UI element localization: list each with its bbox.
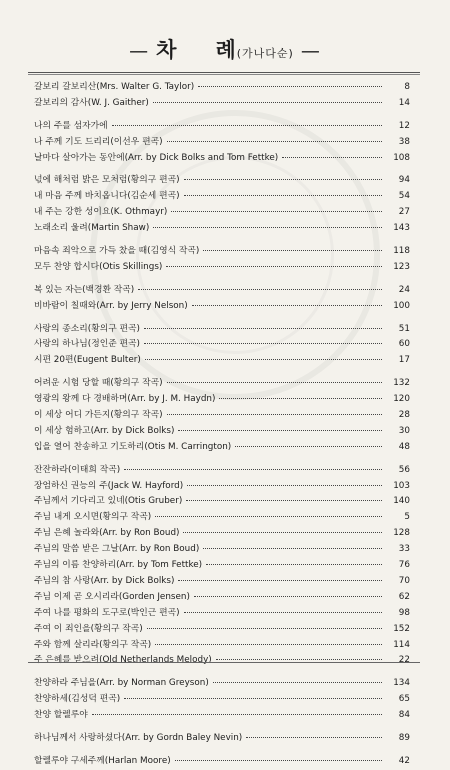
- entry-title: 나 주께 기도 드리리(이선우 편곡): [34, 136, 163, 147]
- entry-title: 나의 주를 섬자가에: [34, 120, 108, 131]
- toc-entry: [34, 299, 410, 315]
- entry-title: 찬양하라 주님을(Arr. by Norman Greyson): [34, 678, 209, 689]
- entry-page-number: 12: [398, 120, 410, 131]
- dot-leader: [183, 532, 382, 533]
- entry-title: 마음속 죄악으로 가득 찼을 때(김영식 작곡): [34, 246, 200, 257]
- dot-leader: [144, 328, 382, 329]
- entry-page-number: 14: [398, 97, 410, 108]
- entry-page-number: 84: [398, 710, 410, 721]
- entry-title: 갈보리의 감사(W. J. Gaither): [34, 97, 149, 108]
- entry-title: 주님의 이름 찬양하리(Arr. by Tom Fettke): [34, 560, 203, 571]
- entry-title: 잔잔하라(이태희 작곡): [34, 464, 121, 475]
- entry-page-number: 54: [398, 191, 410, 202]
- toc-entry: [34, 408, 410, 424]
- entry-page-number: 17: [398, 355, 410, 366]
- entry-page-number: 27: [398, 207, 410, 218]
- title-char-1: 차: [156, 38, 178, 62]
- entry-page-number: 98: [398, 607, 410, 618]
- toc-entry: [34, 590, 410, 606]
- entry-title: 시편 20편(Eugent Bulter): [34, 355, 141, 366]
- entry-title: 주님께서 기다리고 있네(Otis Gruber): [34, 496, 183, 507]
- toc-entry: [34, 542, 410, 558]
- top-divider-inner: [28, 74, 420, 75]
- entry-group: [34, 676, 410, 724]
- entry-group: [34, 731, 410, 747]
- toc-entry: [34, 337, 410, 353]
- entry-group: [34, 463, 410, 670]
- toc-entry: [34, 96, 410, 112]
- toc-entry: [34, 558, 410, 574]
- entry-group: [34, 119, 410, 167]
- entry-title: 이 세상 험하고(Arr. by Dick Bolks): [34, 425, 175, 436]
- entry-group: [34, 80, 410, 112]
- entry-title: 찬양하세(김성덕 편곡): [34, 694, 121, 705]
- toc-entry: [34, 151, 410, 167]
- toc-entry: [34, 244, 410, 260]
- dot-leader: [171, 211, 382, 212]
- dot-leader: [184, 612, 382, 613]
- toc-entry: [34, 260, 410, 276]
- entry-title: 하나님께서 사랑하셨다(Arr. by Gordn Baley Nevin): [34, 732, 243, 743]
- entry-page-number: 70: [398, 575, 410, 586]
- dot-leader: [92, 714, 382, 715]
- toc-entry: [34, 322, 410, 338]
- dot-leader: [145, 359, 382, 360]
- toc-entry: [34, 731, 410, 747]
- entry-title: 내 마음 주께 바치옵니다(김순세 편곡): [34, 191, 180, 202]
- toc-entry: [34, 494, 410, 510]
- entry-group: [34, 283, 410, 315]
- dot-leader: [178, 580, 382, 581]
- entry-group: [34, 376, 410, 455]
- entry-title: 주님 이제 곧 오시리라(Gorden Jensen): [34, 591, 190, 602]
- entry-page-number: 108: [393, 152, 410, 163]
- entry-title: 갈보리 갈보리산(Mrs. Walter G. Taylor): [34, 82, 195, 92]
- title-char-2: 례: [215, 38, 237, 62]
- entry-title: 장엄하신 권능의 주(Jack W. Hayford): [34, 480, 184, 491]
- entry-page-number: 94: [398, 175, 410, 186]
- dot-leader: [166, 266, 382, 267]
- entry-title: 주님의 참 사랑(Arr. by Dick Bolks): [34, 575, 175, 586]
- dot-leader: [175, 760, 382, 761]
- entry-page-number: 38: [398, 136, 410, 147]
- title-subtitle: (가나다순): [236, 47, 294, 60]
- dot-leader: [206, 564, 382, 565]
- dot-leader: [194, 596, 382, 597]
- entry-title: 주님 내게 오시면(황의구 작곡): [34, 512, 152, 523]
- entry-page-number: 30: [398, 425, 410, 436]
- entry-title: 날마다 살아가는 동안에(Arr. by Dick Bolks and Tom Fettke): [34, 152, 279, 163]
- toc-entry: [34, 526, 410, 542]
- dot-leader: [186, 500, 382, 501]
- dot-leader: [155, 644, 382, 645]
- dot-leader: [184, 195, 382, 196]
- entry-page-number: 8: [404, 82, 410, 92]
- entry-page-number: 152: [393, 623, 410, 634]
- entry-title: 주여 이 죄인을(황의구 작곡): [34, 623, 143, 634]
- entry-page-number: 42: [398, 755, 410, 766]
- toc-entry: [34, 606, 410, 622]
- dot-leader: [198, 86, 382, 87]
- dot-leader: [112, 125, 382, 126]
- bottom-divider: [28, 662, 420, 663]
- dot-leader: [124, 698, 382, 699]
- dot-leader: [282, 157, 382, 158]
- entry-title: 입을 열어 찬송하고 기도하리(Otis M. Carrington): [34, 441, 232, 452]
- entry-page-number: 56: [398, 464, 410, 475]
- dot-leader: [203, 548, 382, 549]
- toc-entry: [34, 119, 410, 135]
- entry-group: [34, 173, 410, 237]
- toc-entry: [34, 424, 410, 440]
- dot-leader: [246, 737, 382, 738]
- entry-page-number: 123: [393, 261, 410, 272]
- entry-title: 모두 찬양 합시다(Otis Skillings): [34, 261, 163, 272]
- dot-leader: [178, 430, 382, 431]
- entry-page-number: 103: [393, 480, 410, 491]
- entry-title: 주님의 말씀 받은 그날(Arr. by Ron Boud): [34, 544, 200, 555]
- toc-entry: [34, 574, 410, 590]
- toc-entry: [34, 189, 410, 205]
- entry-page-number: 28: [398, 410, 410, 421]
- toc-entry: [34, 692, 410, 708]
- entry-page-number: 22: [398, 655, 410, 666]
- dot-leader: [124, 469, 382, 470]
- entry-page-number: 114: [393, 639, 410, 650]
- entry-page-number: 62: [398, 591, 410, 602]
- dot-leader: [235, 446, 382, 447]
- entry-page-number: 65: [398, 694, 410, 705]
- toc-entry: [34, 283, 410, 299]
- entry-title: 노래소리 울려(Martin Shaw): [34, 223, 150, 234]
- dot-leader: [138, 289, 382, 290]
- toc-entry: [34, 135, 410, 151]
- toc-entry: [34, 638, 410, 654]
- dot-leader: [213, 682, 382, 683]
- entry-page-number: 51: [398, 323, 410, 334]
- dot-leader: [167, 414, 382, 415]
- toc-entry: [34, 676, 410, 692]
- toc-entry: [34, 440, 410, 456]
- entry-page-number: 60: [398, 339, 410, 350]
- toc-entry: [34, 392, 410, 408]
- toc-entry: [34, 479, 410, 495]
- toc-entry: [34, 353, 410, 369]
- entry-page-number: 100: [393, 300, 410, 311]
- entry-page-number: 143: [393, 223, 410, 234]
- entry-title: 비바람이 칠때와(Arr. by Jerry Nelson): [34, 300, 188, 311]
- toc-entry: [34, 376, 410, 392]
- dot-leader: [167, 141, 382, 142]
- entry-page-number: 134: [393, 678, 410, 689]
- entry-page-number: 48: [398, 441, 410, 452]
- entry-page-number: 89: [398, 732, 410, 743]
- entry-group: [34, 244, 410, 276]
- dot-leader: [155, 516, 382, 517]
- toc-entry: [34, 622, 410, 638]
- entry-title: 주님 은혜 놀라와(Arr. by Ron Boud): [34, 528, 180, 539]
- toc-entry: [34, 80, 410, 96]
- entry-page-number: 120: [393, 394, 410, 405]
- dot-leader: [216, 659, 382, 660]
- dot-leader: [184, 179, 382, 180]
- dot-leader: [219, 398, 382, 399]
- toc-entry: [34, 221, 410, 237]
- entry-group: [34, 754, 410, 770]
- dot-leader: [153, 102, 382, 103]
- dot-leader: [187, 485, 382, 486]
- entry-title: 복 있는 자는(백경환 작곡): [34, 284, 135, 295]
- dot-leader: [203, 250, 382, 251]
- page-title: — 차 례(가나다순) —: [129, 38, 321, 62]
- entry-title: 찬양 할렐루야: [34, 710, 88, 721]
- toc-entry: [34, 463, 410, 479]
- dot-leader: [192, 305, 382, 306]
- dot-leader: [144, 343, 382, 344]
- toc-entry: [34, 173, 410, 189]
- entry-page-number: 76: [398, 560, 410, 571]
- entry-page-number: 118: [393, 246, 410, 257]
- toc-entry: [34, 510, 410, 526]
- entry-page-number: 24: [398, 284, 410, 295]
- entry-group: [34, 322, 410, 370]
- entry-title: 영광의 왕께 다 경배하며(Arr. by J. M. Haydn): [34, 394, 216, 405]
- top-divider: [28, 72, 420, 73]
- entry-title: 넋에 해처럼 밝은 모처럼(황의구 편곡): [34, 175, 180, 186]
- dot-leader: [167, 382, 382, 383]
- entry-page-number: 5: [404, 512, 410, 523]
- toc-entry: [34, 754, 410, 770]
- toc-entry: [34, 205, 410, 221]
- toc-entry: [34, 708, 410, 724]
- entry-page-number: 128: [393, 528, 410, 539]
- dot-leader: [147, 628, 382, 629]
- entry-title: 내 주는 강한 성이요(K. Othmayr): [34, 207, 168, 218]
- entry-title: 할렐루야 구세주께(Harlan Moore): [34, 755, 171, 766]
- dot-leader: [153, 227, 382, 228]
- table-of-contents: [34, 80, 410, 770]
- entry-title: 사랑의 종소리(황의구 편곡): [34, 323, 140, 334]
- entry-title: 주 은혜를 받으려(Old Netherlands Melody): [34, 655, 212, 666]
- entry-title: 사랑의 하나님(정인준 편곡): [34, 339, 140, 350]
- entry-title: 어려운 시험 당할 때(황의구 작곡): [34, 378, 163, 389]
- entry-page-number: 132: [393, 378, 410, 389]
- entry-title: 이 세상 어디 가든지(황의구 작곡): [34, 410, 163, 421]
- entry-page-number: 33: [398, 544, 410, 555]
- entry-page-number: 140: [393, 496, 410, 507]
- entry-title: 주와 함께 살리라(황의구 작곡): [34, 639, 152, 650]
- entry-title: 주여 나를 평화의 도구로(박인근 편곡): [34, 607, 180, 618]
